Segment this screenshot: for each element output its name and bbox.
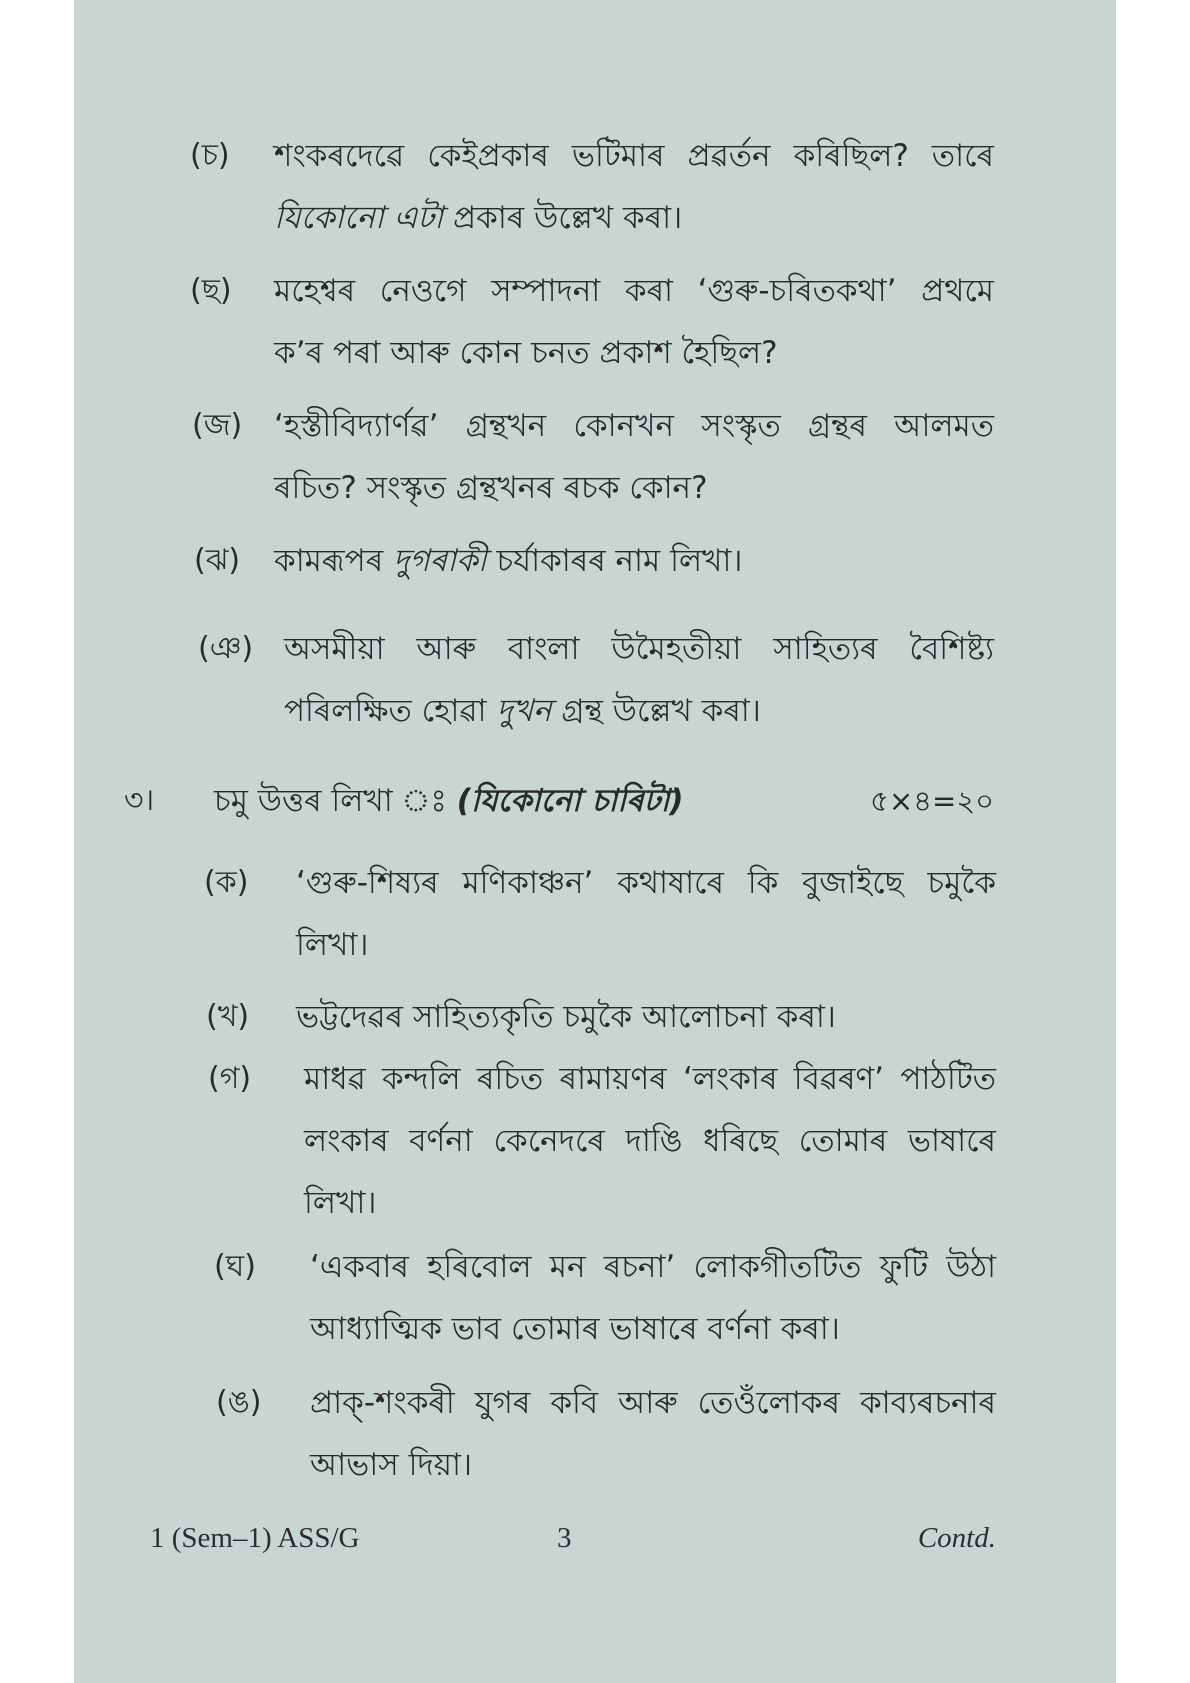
item-label: (ঝ) xyxy=(194,543,241,578)
question-instruction: চমু উত্তৰ লিখা ঃ (যিকোনো চাৰিটা) xyxy=(214,783,684,819)
question-text: পৰিলক্ষিত হোৱা দুখন গ্ৰন্থ উল্লেখ কৰা। xyxy=(284,693,761,729)
item-label: (জ) xyxy=(192,408,243,443)
marks: ৫×৪=২০ xyxy=(870,784,994,818)
question-text: ক’ৰ পৰা আৰু কোন চনত প্ৰকাশ হৈছিল? xyxy=(274,335,778,371)
question-text: লিখা। xyxy=(296,927,369,963)
emphasis: যিকোনো এটা xyxy=(274,200,444,236)
question-text: কামৰূপৰ দুগৰাকী চৰ্যাকাৰৰ নাম লিখা। xyxy=(274,543,743,579)
question-text: প্ৰাক্-শংকৰী যুগৰ কবি আৰু তেওঁলোকৰ কাব্যৰচনাৰ xyxy=(310,1385,996,1421)
question-text: মহেশ্বৰ নেওগে সম্পাদনা কৰা ‘গুৰু-চৰিতকথা’ প্ৰথমে xyxy=(274,273,994,309)
item-label: (ছ) xyxy=(190,273,232,308)
exam-page xyxy=(74,0,1116,1683)
paper-code: 1 (Sem–1) ASS/G xyxy=(150,1522,360,1554)
question-number: ৩। xyxy=(124,783,155,818)
question-text: ‘হস্তীবিদ্যাৰ্ণৱ’ গ্ৰন্থখন কোনখন সংস্কৃত গ্ৰন্থৰ আলমত xyxy=(274,408,994,444)
item-label: (ক) xyxy=(204,865,249,900)
emphasis: দুখন xyxy=(496,693,552,729)
question-text: ‘গুৰু-শিষ্যৰ মণিকাঞ্চন’ কথাষাৰে কি বুজাইছে চমুকৈ xyxy=(296,865,996,901)
item-label: (চ) xyxy=(190,138,230,173)
question-text: আধ্যাত্মিক ভাব তোমাৰ ভাষাৰে বৰ্ণনা কৰা। xyxy=(310,1311,840,1347)
question-text: ৰচিত? সংস্কৃত গ্ৰন্থখনৰ ৰচক কোন? xyxy=(274,470,708,506)
item-label: (খ) xyxy=(206,999,250,1034)
question-text: লিখা। xyxy=(304,1185,377,1221)
question-text: যিকোনো এটা প্ৰকাৰ উল্লেখ কৰা। xyxy=(274,200,683,236)
continued-note: Contd. xyxy=(917,1522,996,1554)
question-text: লংকাৰ বৰ্ণনা কেনেদৰে দাঙি ধৰিছে তোমাৰ ভাষাৰে xyxy=(304,1123,996,1159)
question-text: মাধৱ কন্দলি ৰচিত ৰামায়ণৰ ‘লংকাৰ বিৱৰণ’ পাঠটিত xyxy=(304,1061,996,1097)
question-text: ‘একবাৰ হৰিবোল মন ৰচনা’ লোকগীতটিত ফুটি উঠা xyxy=(310,1249,996,1285)
question-text: ভট্টদেৱৰ সাহিত্যকৃতি চমুকৈ আলোচনা কৰা। xyxy=(296,999,836,1035)
question-text: আভাস দিয়া। xyxy=(310,1447,473,1483)
choice-note: (যিকোনো চাৰিটা) xyxy=(456,783,684,819)
question-text: অসমীয়া আৰু বাংলা উমৈহতীয়া সাহিত্যৰ বৈশিষ্ট্য xyxy=(284,631,994,667)
item-label: (ঞ) xyxy=(198,631,254,666)
emphasis: দুগৰাকী xyxy=(393,543,487,579)
item-label: (ঘ) xyxy=(214,1249,256,1284)
item-label: (গ) xyxy=(208,1061,252,1096)
page-number: 3 xyxy=(557,1522,572,1554)
item-label: (ঙ) xyxy=(216,1385,262,1420)
question-text: শংকৰদেৱে কেইপ্ৰকাৰ ভটিমাৰ প্ৰৱৰ্তন কৰিছিল? তাৰে xyxy=(274,138,994,174)
